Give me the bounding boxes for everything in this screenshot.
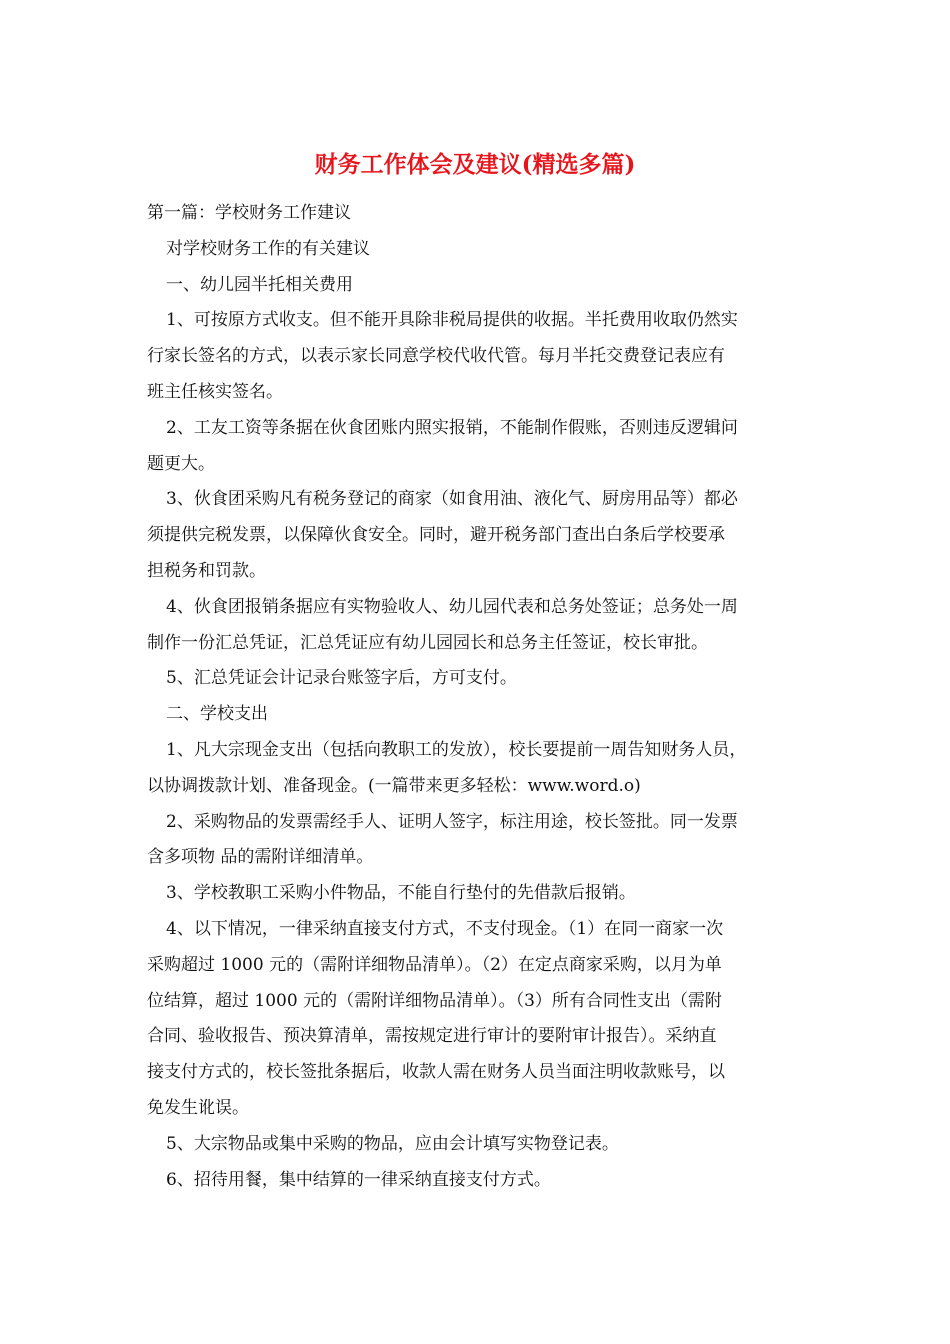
document-body — [147, 196, 817, 1198]
text-line: 5、汇总凭证会计记录台账签字后，方可支付。 — [166, 668, 517, 689]
text-line: 第一篇：学校财务工作建议 — [147, 203, 351, 223]
text-line: 6、招待用餐，集中结算的一律采纳直接支付方式。 — [166, 1169, 551, 1190]
text-line: 制作一份汇总凭证，汇总凭证应有幼儿园园长和总务主任签证，校长审批。 — [147, 632, 708, 653]
text-line: 须提供完税发票，以保障伙食安全。同时，避开税务部门查出白条后学校要承 — [147, 525, 725, 546]
text-line: 5、大宗物品或集中采购的物品，应由会计填写实物登记表。 — [166, 1133, 619, 1154]
text-line: 一、幼儿园半托相关费用 — [166, 274, 353, 295]
document-title: 财务工作体会及建议(精选多篇) — [314, 151, 636, 178]
text-line: 2、工友工资等条据在伙食团账内照实报销，不能制作假账，否则违反逻辑问 — [166, 417, 738, 438]
text-line: 班主任核实签名。 — [147, 381, 283, 402]
text-line: 以协调拨款计划、准备现金。(一篇带来更多轻松：www.word.o) — [147, 775, 641, 796]
text-line: 4、以下情况，一律采纳直接支付方式，不支付现金。（1）在同一商家一次 — [166, 918, 724, 939]
text-line: 行家长签名的方式，以表示家长同意学校代收代管。每月半托交费登记表应有 — [147, 346, 725, 367]
text-line: 1、凡大宗现金支出（包括向教职工的发放），校长要提前一周告知财务人员， — [166, 739, 747, 760]
text-line: 担税务和罚款。 — [147, 560, 266, 581]
text-line: 3、学校教职工采购小件物品，不能自行垫付的先借款后报销。 — [166, 883, 636, 904]
text-line: 2、采购物品的发票需经手人、证明人签字，标注用途，校长签批。同一发票 — [166, 811, 738, 832]
text-line: 对学校财务工作的有关建议 — [166, 238, 370, 259]
text-line: 4、伙食团报销条据应有实物验收人、幼儿园代表和总务处签证；总务处一周 — [166, 596, 738, 617]
text-line: 二、学校支出 — [166, 704, 268, 725]
text-line: 1、可按原方式收支。但不能开具除非税局提供的收据。半托费用收取仍然实 — [166, 310, 738, 331]
text-line: 题更大。 — [147, 453, 215, 474]
text-line: 位结算，超过 1000 元的（需附详细物品清单）。（3）所有合同性支出（需附 — [147, 990, 722, 1011]
text-line: 合同、验收报告、预决算清单，需按规定进行审计的要附审计报告）。采纳直 — [147, 1026, 717, 1047]
text-line: 采购超过 1000 元的（需附详细物品清单）。（2）在定点商家采购，以月为单 — [147, 954, 722, 975]
text-line: 3、伙食团采购凡有税务登记的商家（如食用油、液化气、厨房用品等）都必 — [166, 489, 738, 510]
text-line: 接支付方式的，校长签批条据后，收款人需在财务人员当面注明收款账号，以 — [147, 1062, 725, 1083]
text-line: 免发生讹误。 — [147, 1097, 249, 1118]
text-line: 含多项物 品的需附详细清单。 — [147, 847, 374, 868]
